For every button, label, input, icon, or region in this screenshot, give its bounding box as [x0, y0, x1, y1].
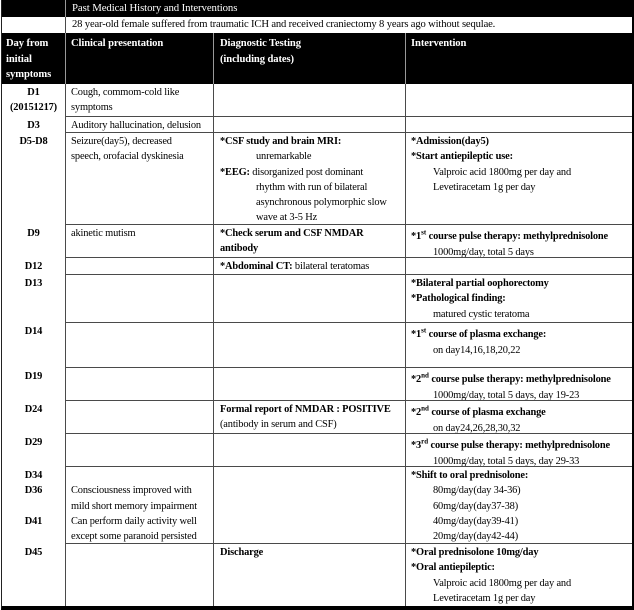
intervention-cell-line: 40mg/day(day39-41) [433, 515, 519, 527]
intervention-cell-line: 1000mg/day, total 5 days, day 29-33 [433, 455, 580, 467]
timeline-row-D5-D8 [2, 133, 632, 225]
intervention-cell-line: *Start antiepileptic use: [411, 151, 513, 163]
day-label: (20151217) [10, 102, 57, 114]
diagnostic-cell [214, 544, 406, 606]
intervention-cell-line: Levetiracetam 1g per day [433, 592, 536, 604]
intervention-cell-line: *Oral antiepileptic: [411, 562, 495, 574]
day-cell [2, 544, 66, 606]
diagnostic-cell-line: *CSF study and brain MRI: [220, 136, 342, 147]
diagnostic-cell [214, 133, 406, 225]
timeline-row-D12 [2, 258, 632, 275]
intervention-cell-line: 1000mg/day, total 5 days [433, 246, 534, 258]
timeline-row-D34-D44 [2, 467, 632, 544]
intervention-cell [406, 84, 632, 117]
intervention-cell-line: matured cystic teratoma [433, 308, 530, 320]
day-label: D5-D8 [19, 136, 48, 147]
clinical-cell [66, 258, 214, 275]
intervention-cell-line: *Shift to oral prednisolone: [411, 470, 529, 481]
day-cell [2, 133, 66, 225]
column-header-day-line: initial [6, 53, 32, 65]
intervention-cell [406, 434, 632, 467]
day-cell [2, 275, 66, 323]
clinical-cell [66, 368, 214, 401]
diagnostic-cell-line: *Check serum and CSF NMDAR [220, 228, 364, 239]
caption-spacer-cell [2, 0, 66, 17]
day-label: D12 [24, 261, 43, 272]
column-header-day [2, 33, 66, 84]
intervention-cell [406, 401, 632, 434]
intervention-cell [406, 323, 632, 368]
diagnostic-cell [214, 84, 406, 117]
clinical-cell-line: Seizure(day5), decreased [71, 136, 172, 147]
day-label: D24 [24, 404, 43, 415]
intervention-cell-line: *3rd course pulse therapy: methylprednisolone [411, 438, 610, 452]
intervention-cell-line: on day24,26,28,30,32 [433, 422, 521, 434]
clinical-cell [66, 401, 214, 434]
intervention-cell-line: *1st course of plasma exchange: [411, 327, 547, 341]
diagnostic-cell [214, 258, 406, 275]
intervention-cell [406, 133, 632, 225]
day-label: D13 [24, 278, 43, 289]
day-cell [2, 258, 66, 275]
clinical-cell-line: Cough, commom-cold like [71, 87, 180, 98]
case-timeline-table [1, 0, 634, 610]
timeline-row-D13 [2, 275, 632, 323]
diagnostic-cell [214, 275, 406, 323]
day-label: D34 [24, 470, 43, 481]
clinical-cell-line: Consciousness improved with [71, 485, 192, 497]
diagnostic-cell-line: unremarkable [256, 151, 312, 163]
day-label: D29 [24, 437, 43, 448]
intervention-cell-line: *Admission(day5) [411, 136, 489, 147]
column-header-day-line: symptoms [6, 69, 52, 81]
diagnostic-cell-line: *Abdominal CT: bilateral teratomas [220, 261, 370, 272]
day-label: D3 [27, 120, 40, 131]
timeline-row-D24 [2, 401, 632, 434]
day-cell [2, 368, 66, 401]
diagnostic-cell-line: Formal report of NMDAR : POSITIVE [220, 404, 391, 415]
clinical-cell [66, 434, 214, 467]
diagnostic-cell-line: asynchronous polymorphic slow [256, 197, 387, 209]
diagnostic-cell [214, 434, 406, 467]
clinical-cell-line: Can perform daily activity well [71, 515, 197, 527]
diagnostic-cell [214, 467, 406, 544]
day-cell [2, 225, 66, 258]
intervention-cell-line: 60mg/day(day37-38) [433, 500, 519, 512]
timeline-row-D14 [2, 323, 632, 368]
table-caption: Past Medical History and Interventions [66, 0, 632, 17]
column-header-clinical [66, 33, 214, 84]
day-label: D36 [24, 485, 43, 497]
clinical-cell-line: akinetic mutism [71, 228, 136, 239]
clinical-cell [66, 323, 214, 368]
intervention-cell-line: 80mg/day(day 34-36) [433, 485, 521, 497]
clinical-cell-line: Auditory hallucination, delusion [71, 120, 201, 131]
intervention-cell-line: *2nd course pulse therapy: methylprednisolone [411, 372, 611, 386]
timeline-row-D1 [2, 84, 632, 117]
day-label: D41 [24, 515, 43, 527]
clinical-cell [66, 275, 214, 323]
clinical-cell [66, 117, 214, 133]
timeline-row-D19 [2, 368, 632, 401]
table-subcaption-row [2, 17, 632, 33]
intervention-cell [406, 368, 632, 401]
table-caption-row [2, 0, 632, 17]
intervention-cell-line: *Pathological finding: [411, 293, 506, 305]
intervention-cell-line: *1st course pulse therapy: methylprednisolone [411, 229, 609, 243]
intervention-cell [406, 544, 632, 606]
day-label: D19 [24, 371, 43, 382]
column-header-diagnostic [214, 33, 406, 84]
intervention-cell-line: *Bilateral partial oophorectomy [411, 278, 549, 289]
intervention-cell-line: 1000mg/day, total 5 days, day 19-23 [433, 389, 580, 401]
table-header-row [2, 33, 632, 84]
intervention-cell-line: *Oral prednisolone 10mg/day [411, 547, 539, 558]
clinical-cell-line: except some paranoid persisted [71, 531, 197, 543]
intervention-cell [406, 275, 632, 323]
diagnostic-cell [214, 368, 406, 401]
timeline-row-D45 [2, 544, 632, 606]
intervention-cell [406, 225, 632, 258]
timeline-row-D29 [2, 434, 632, 467]
intervention-cell [406, 117, 632, 133]
day-cell [2, 117, 66, 133]
timeline-row-D3 [2, 117, 632, 133]
diagnostic-cell-line: (antibody in serum and CSF) [220, 419, 337, 431]
clinical-cell [66, 467, 214, 544]
diagnostic-cell-line: *EEG: disorganized post dominant [220, 166, 364, 178]
timeline-row-D9 [2, 225, 632, 258]
column-header-diagnostic-line: (including dates) [220, 53, 294, 65]
intervention-cell [406, 258, 632, 275]
clinical-cell [66, 544, 214, 606]
day-cell [2, 434, 66, 467]
diagnostic-cell [214, 401, 406, 434]
day-label: D14 [24, 326, 43, 337]
clinical-cell-line: symptoms [71, 102, 113, 114]
column-header-intervention [406, 33, 632, 84]
clinical-cell [66, 225, 214, 258]
day-label: D1 [27, 87, 40, 98]
column-header-intervention-line: Intervention [411, 38, 467, 49]
day-label: D9 [27, 228, 40, 239]
diagnostic-cell-line: antibody [220, 243, 259, 255]
table-subcaption: 28 year-old female suffered from traumatic ICH and received craniectomy 8 years ago without sequlae. [72, 19, 496, 30]
day-cell [2, 84, 66, 117]
diagnostic-cell [214, 323, 406, 368]
clinical-cell-line: mild short memory impairment [71, 500, 197, 512]
day-label [2, 499, 65, 514]
clinical-cell [66, 84, 214, 117]
day-cell [2, 323, 66, 368]
day-cell [2, 467, 66, 544]
day-label: D45 [24, 547, 43, 558]
diagnostic-cell-line: wave at 3-5 Hz [256, 212, 318, 224]
column-header-clinical-line: Clinical presentation [71, 38, 164, 49]
diagnostic-cell [214, 225, 406, 258]
column-header-day-line: Day from [6, 38, 49, 49]
subcaption-spacer-cell [2, 17, 66, 33]
intervention-cell-line: 20mg/day(day42-44) [433, 531, 519, 543]
clinical-cell-line [71, 468, 213, 483]
intervention-cell-line: Valproic acid 1800mg per day and [433, 166, 572, 178]
diagnostic-cell-line: Discharge [220, 547, 264, 558]
intervention-cell-line: Valproic acid 1800mg per day and [433, 577, 572, 589]
column-header-diagnostic-line: Diagnostic Testing [220, 38, 301, 49]
diagnostic-cell [214, 117, 406, 133]
intervention-cell-line: *2nd course of plasma exchange [411, 405, 546, 419]
clinical-cell-line: speech, orofacial dyskinesia [71, 151, 184, 163]
day-cell [2, 401, 66, 434]
intervention-cell [406, 467, 632, 544]
table-body [2, 84, 632, 606]
intervention-cell-line: on day14,16,18,20,22 [433, 344, 521, 356]
intervention-cell-line: Levetiracetam 1g per day [433, 181, 536, 193]
clinical-cell [66, 133, 214, 225]
diagnostic-cell-line: rhythm with run of bilateral [256, 181, 368, 193]
